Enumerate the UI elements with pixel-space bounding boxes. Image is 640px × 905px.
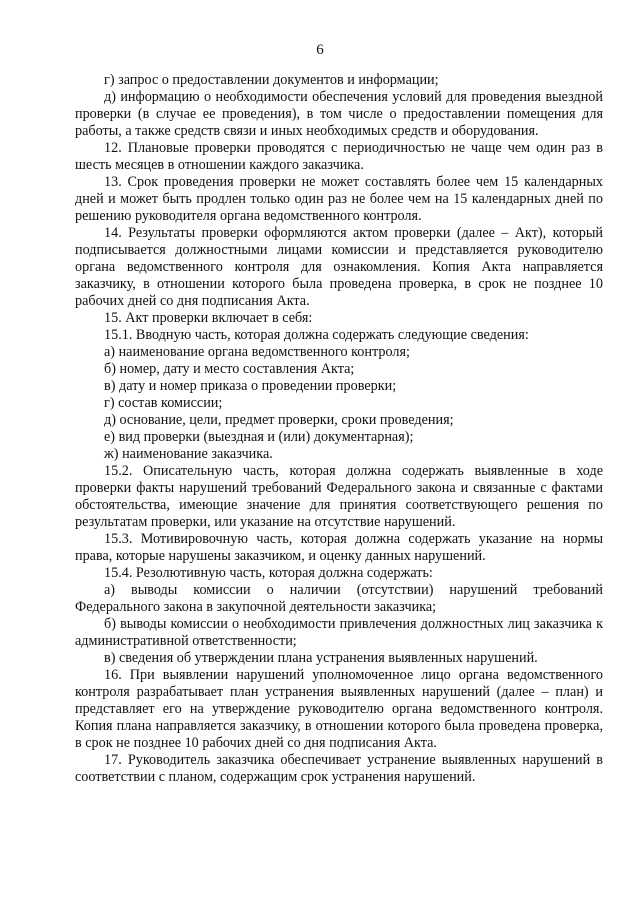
clause-16: 16. При выявлении нарушений уполномоченное лицо органа ведомственного контроля разрабатывает план устранения выявленных нарушений (далее – план) и представляет его на утверждение руководителю органа ведомственного контроля. Копия плана направляется заказчику, в отношении которого была проведена проверка, в срок не позднее 10 рабочих дней со дня подписания Акта. [75, 667, 603, 751]
list-item-b-conclusions: б) выводы комиссии о необходимости привлечения должностных лиц заказчика к административной ответственности; [75, 616, 603, 649]
clause-15-4: 15.4. Резолютивную часть, которая должна содержать: [104, 565, 433, 581]
list-item-g: г) состав комиссии; [104, 395, 223, 411]
clause-13: 13. Срок проведения проверки не может составлять более чем 15 календарных дней и может быть продлен только один раз не более чем на 15 календарных дней по решению руководителя органа ведомственного контроля. [75, 174, 603, 224]
clause-12: 12. Плановые проверки проводятся с периодичностью не чаще чем один раз в шесть месяцев в отношении каждого заказчика. [75, 140, 603, 173]
list-item-zh: ж) наименование заказчика. [104, 446, 273, 462]
page-number: 6 [316, 42, 324, 58]
list-item-e: е) вид проверки (выездная и (или) документарная); [104, 429, 414, 445]
document-body [75, 72, 603, 786]
list-item-a: а) наименование органа ведомственного контроля; [104, 344, 410, 360]
clause-15-3: 15.3. Мотивировочную часть, которая должна содержать указание на нормы права, которые нарушены заказчиком, и оценку данных нарушений. [75, 531, 603, 564]
list-item-b: б) номер, дату и место составления Акта; [104, 361, 355, 377]
list-item-v-plan-approval: в) сведения об утверждении плана устранения выявленных нарушений. [104, 650, 538, 666]
list-item-d-onsite-conditions: д) информацию о необходимости обеспечения условий для проведения выездной проверки (в случае ее проведения), в том числе о предоставлении помещения для работы, а также средств связи и иных необходимых средств и оборудования. [75, 89, 603, 139]
list-item-a-conclusions: а) выводы комиссии о наличии (отсутствии) нарушений требований Федерального закона в закупочной деятельности заказчика; [75, 582, 603, 615]
clause-14: 14. Результаты проверки оформляются актом проверки (далее – Акт), который подписывается должностными лицами комиссии и представляется руководителю органа ведомственного контроля для ознакомления. Копия Акта направляется заказчику, в отношении которого была проведена проверка, в срок не позднее 10 рабочих дней со дня подписания Акта. [75, 225, 603, 309]
list-item-d: д) основание, цели, предмет проверки, сроки проведения; [104, 412, 454, 428]
clause-15-1: 15.1. Вводную часть, которая должна содержать следующие сведения: [104, 327, 529, 343]
clause-15: 15. Акт проверки включает в себя: [104, 310, 313, 326]
list-item-g-request-documents: г) запрос о предоставлении документов и информации; [104, 72, 439, 88]
clause-15-2: 15.2. Описательную часть, которая должна содержать выявленные в ходе проверки факты нарушений требований Федерального закона и связанные с фактами обстоятельства, имеющие значение для принятия соответствующего решения по результатам проверки, или указание на отсутствие нарушений. [75, 463, 603, 530]
clause-17: 17. Руководитель заказчика обеспечивает устранение выявленных нарушений в соответствии с планом, содержащим срок устранения нарушений. [75, 752, 603, 785]
list-item-v: в) дату и номер приказа о проведении проверки; [104, 378, 397, 394]
